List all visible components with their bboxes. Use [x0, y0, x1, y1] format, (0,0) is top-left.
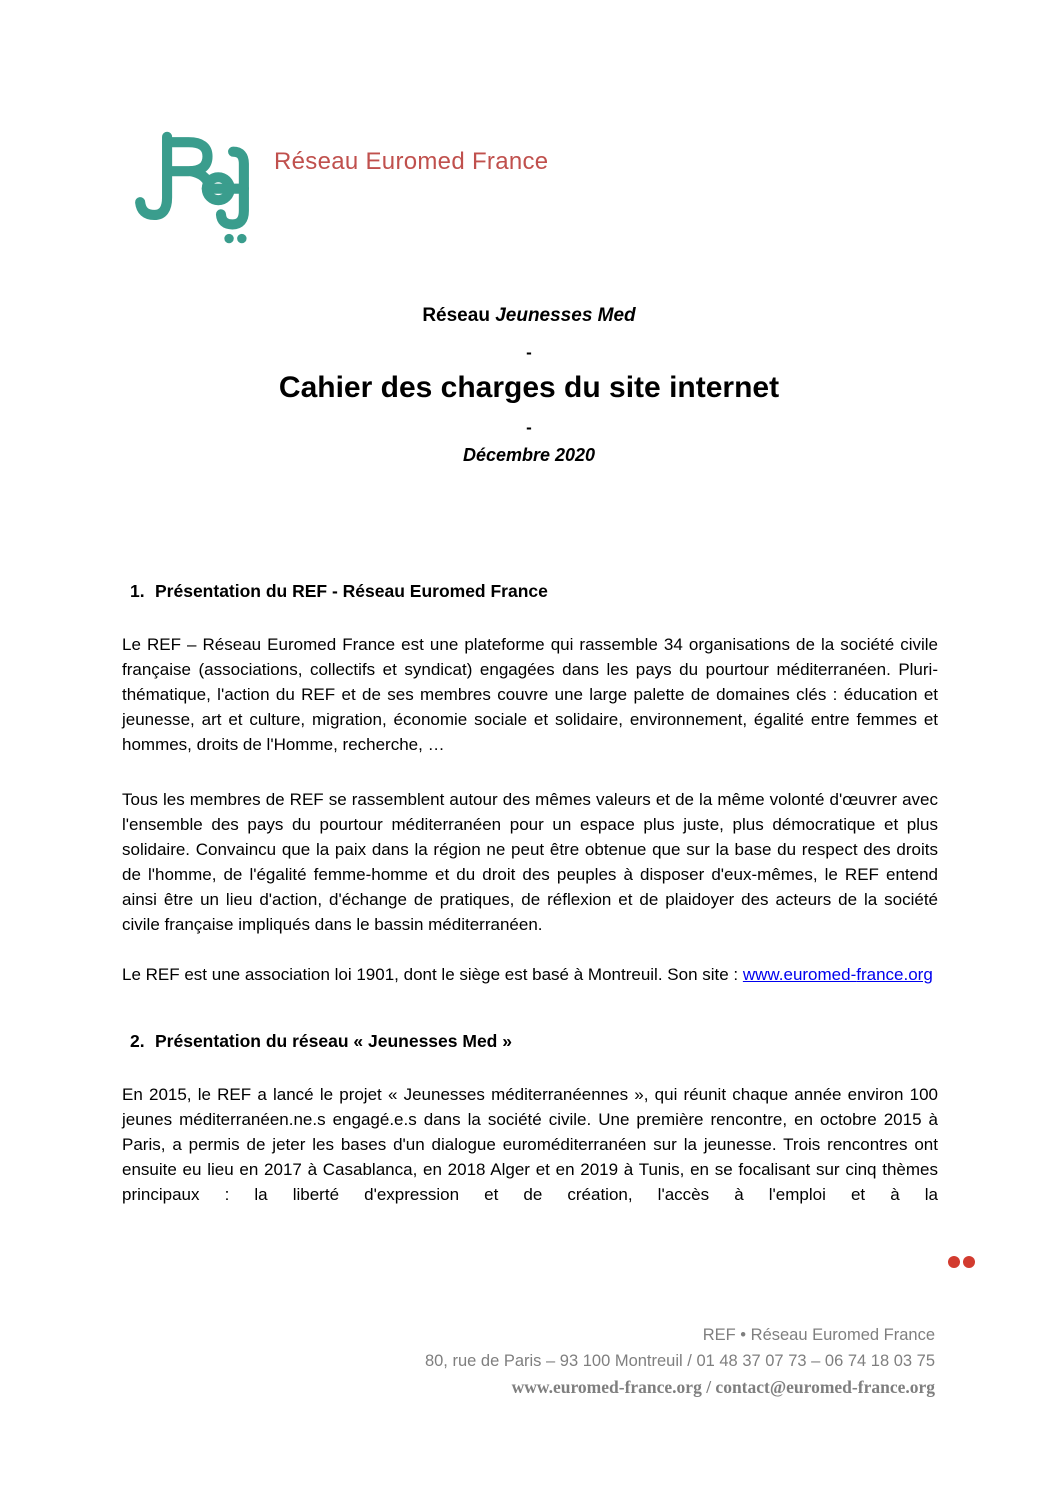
subtitle-network-name: Jeunesses Med: [495, 305, 636, 326]
letterhead: [128, 122, 548, 250]
red-dot-icon: [948, 1256, 960, 1268]
subtitle-prefix: Réseau: [422, 305, 496, 326]
website-link[interactable]: [743, 965, 933, 984]
separator-dash: -: [526, 343, 532, 362]
section-1-heading: [130, 580, 938, 602]
footer-address-line: 80, rue de Paris – 93 100 Montreuil / 01 48 37 07 73 – 06 74 18 03 75: [424, 1352, 935, 1370]
separator-dash: -: [526, 418, 532, 437]
logo-wordmark: Réseau Euromed France: [274, 148, 549, 175]
paragraph-text: Le REF est une association loi 1901, dont le siège est basé à Montreuil. Son site :: [122, 965, 743, 984]
page-footer: [425, 1322, 935, 1400]
decoration-dots: [948, 1256, 975, 1268]
section-2-number: 2.: [130, 1031, 145, 1051]
section-1-heading-text: Présentation du REF - Réseau Euromed France: [155, 581, 548, 601]
ref-logo-icon: [128, 122, 256, 250]
section-2-heading-text: Présentation du réseau « Jeunesses Med »: [155, 1031, 512, 1051]
footer-contact-line: www.euromed-france.org / contact@euromed-france.org: [511, 1377, 935, 1397]
paragraph: Le REF – Réseau Euromed France est une plateforme qui rassemble 34 organisations de la société civile française (associations, collectifs et syndicat) engagées dans les pays du pourtour méditerranéen. Pluri-thématique, l'action du REF et de ses membres couvre une large palette de domaines clés : éducation et jeunesse, art et culture, migration, économie sociale et solidaire, environnement, égalité entre femmes et hommes, droits de l'Homme, recherche, …: [122, 635, 938, 754]
red-dot-icon: [963, 1256, 975, 1268]
paragraph: [122, 962, 938, 987]
website-link-part-2: france.org: [856, 965, 933, 984]
paragraph: Tous les membres de REF se rassemblent autour des mêmes valeurs et de la même volonté d'œuvrer avec l'ensemble des pays du pourtour méditerranéen pour un espace plus juste, plus démocratique et plus solidaire. Convaincu que la paix dans la région ne peut être obtenue que sur la base du respect des droits de l'homme, de l'égalité femme-homme et du droit des peuples à disposer d'eux-mêmes, le REF entend ainsi être un lieu d'action, d'échange de pratiques, de réflexion et de plaidoyer des acteurs de la société civile française impliqués dans le bassin méditerranéen.: [122, 790, 938, 934]
section-2-heading: [130, 1030, 938, 1052]
section-1-number: 1.: [130, 581, 145, 601]
document-body: [122, 580, 938, 1207]
document-subtitle: [0, 304, 1058, 328]
page-title: Cahier des charges du site internet: [278, 371, 780, 404]
document-date: Décembre 2020: [462, 445, 596, 465]
title-block: [0, 304, 1058, 466]
paragraph: En 2015, le REF a lancé le projet « Jeunesses méditerranéennes », qui réunit chaque année environ 100 jeunes méditerranéen.ne.s engagé.e.s dans la société civile. Une première rencontre, en octobre 2015 à Paris, a permis de jeter les bases d'un dialogue euroméditerranéen sur la jeunesse. Trois rencontres ont ensuite eu lieu en 2017 à Casablanca, en 2018 Alger et en 2019 à Tunis, en se focalisant sur cinq thèmes principaux : la liberté d'expression et de création, l'accès à l'emploi et à la: [122, 1085, 938, 1204]
website-link-part-1: www.euromed-: [742, 965, 857, 984]
ref-logo: [128, 122, 256, 250]
footer-org-line: REF • Réseau Euromed France: [702, 1326, 935, 1344]
